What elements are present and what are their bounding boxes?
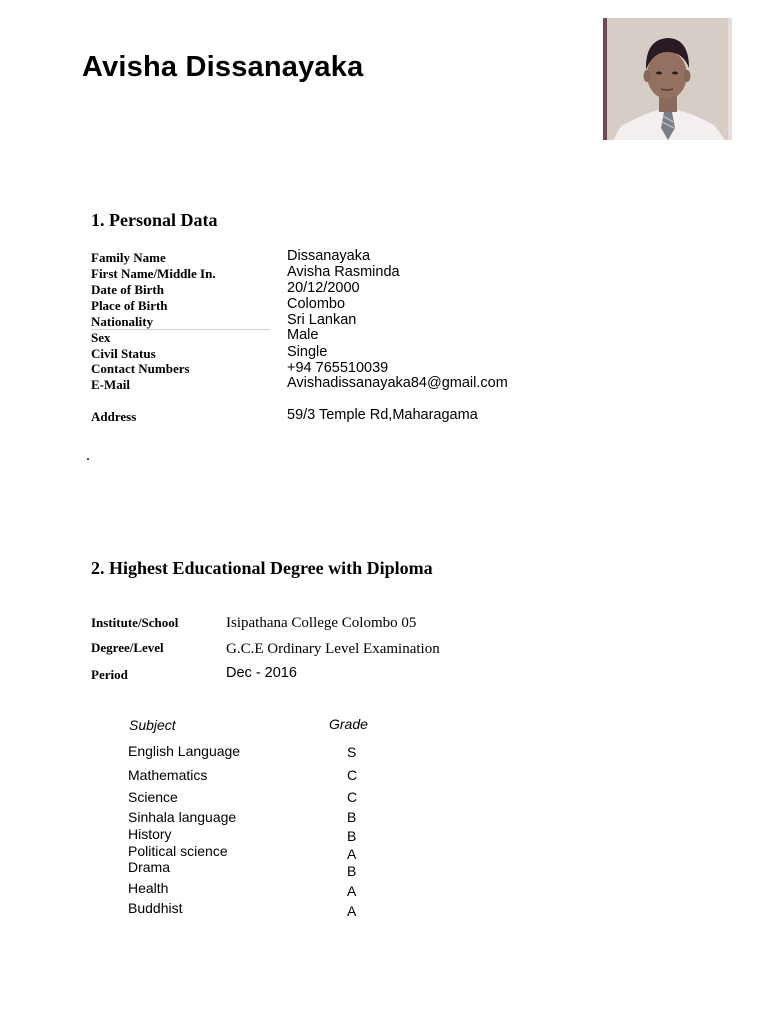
place-of-birth-value: Colombo	[287, 296, 346, 312]
subject-name: Science	[128, 789, 178, 805]
sex-label: Sex	[91, 330, 111, 345]
address-value: 59/3 Temple Rd,Maharagama	[287, 407, 478, 423]
degree-label: Degree/Level	[91, 640, 164, 655]
subject-name: Health	[128, 880, 169, 896]
address-label: Address	[91, 409, 137, 424]
subject-name: History	[128, 826, 172, 842]
nationality-label: Nationality	[91, 314, 154, 329]
nationality-value: Sri Lankan	[287, 312, 357, 328]
subject-name: Drama	[128, 859, 171, 875]
grade-column-header: Grade	[329, 716, 368, 732]
subject-grade: C	[347, 789, 358, 805]
civil-status-label: Civil Status	[91, 346, 156, 361]
subject-name: Buddhist	[128, 900, 183, 916]
subject-grade: A	[347, 903, 357, 919]
person-portrait-icon	[603, 18, 732, 140]
first-name-value: Avisha Rasminda	[287, 264, 400, 280]
profile-photo	[603, 18, 732, 140]
first-name-label: First Name/Middle In.	[91, 266, 216, 281]
date-of-birth-label: Date of Birth	[91, 282, 164, 297]
education-heading: 2. Highest Educational Degree with Diploma	[91, 558, 433, 578]
date-of-birth-value: 20/12/2000	[287, 280, 360, 296]
subject-name: English Language	[128, 743, 241, 759]
institute-value: Isipathana College Colombo 05	[226, 615, 417, 631]
email-label: E-Mail	[91, 377, 130, 392]
subject-column-header: Subject	[129, 717, 176, 733]
institute-label: Institute/School	[91, 615, 179, 630]
family-name-value: Dissanayaka	[287, 248, 371, 264]
email-value: Avishadissanayaka84@gmail.com	[287, 375, 508, 391]
contact-numbers-label: Contact Numbers	[91, 361, 190, 376]
subject-grade: A	[347, 846, 357, 862]
subject-grade: B	[347, 828, 357, 844]
subject-grade: A	[347, 883, 357, 899]
subject-grade: B	[347, 863, 357, 879]
family-name-label: Family Name	[91, 250, 166, 265]
subject-grade: C	[347, 767, 358, 783]
subject-name: Mathematics	[128, 767, 208, 783]
subject-grade: S	[347, 744, 357, 760]
subject-name: Political science	[128, 843, 228, 859]
period-label: Period	[91, 667, 128, 682]
subject-name: Sinhala language	[128, 809, 237, 825]
personal-data-heading: 1. Personal Data	[91, 210, 218, 230]
civil-status-value: Single	[287, 344, 328, 360]
subject-grade: B	[347, 809, 357, 825]
degree-value: G.C.E Ordinary Level Examination	[226, 641, 440, 657]
sex-value: Male	[287, 327, 319, 343]
contact-numbers-value: +94 765510039	[287, 360, 389, 376]
stray-dot	[87, 458, 89, 460]
period-value: Dec - 2016	[226, 665, 297, 681]
candidate-name: Avisha Dissanayaka	[82, 51, 364, 83]
place-of-birth-label: Place of Birth	[91, 298, 168, 313]
